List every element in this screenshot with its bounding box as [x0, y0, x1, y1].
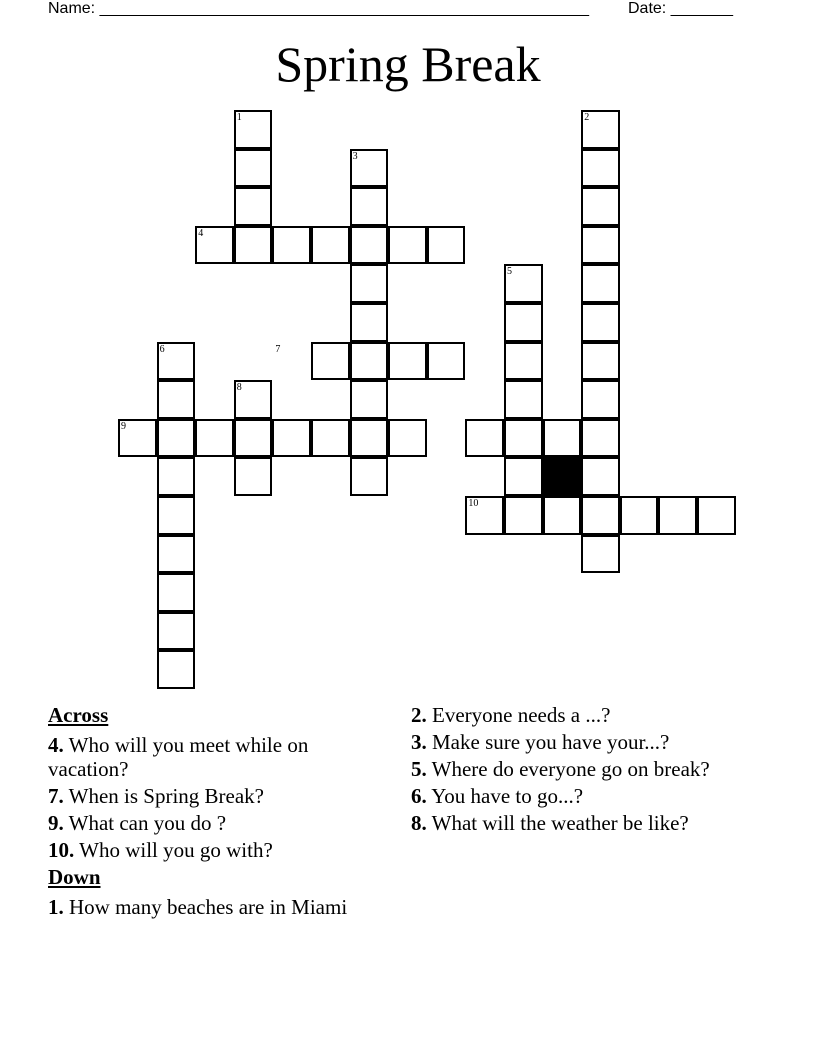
clue-number-label: 9.: [48, 811, 64, 835]
clue-number-label: 2.: [411, 703, 427, 727]
crossword-cell[interactable]: [157, 612, 196, 651]
crossword-cell[interactable]: [195, 419, 234, 458]
clue-text: Make sure you have your...?: [426, 730, 670, 754]
clue-number-4: 4: [198, 227, 204, 239]
crossword-cell[interactable]: [504, 496, 543, 535]
crossword-cell[interactable]: [581, 264, 620, 303]
crossword-cell[interactable]: [272, 226, 311, 265]
crossword-cell[interactable]: [581, 457, 620, 496]
clue-text: Who will you meet while on vacation?: [48, 733, 309, 781]
across-clue-4: [48, 733, 368, 781]
crossword-cell[interactable]: [427, 342, 466, 381]
clue-number-1: 1: [236, 112, 242, 123]
crossword-cell[interactable]: [504, 419, 543, 458]
across-clue-10: [48, 838, 368, 862]
crossword-cell[interactable]: [465, 419, 504, 458]
clue-number-2: 2: [584, 112, 590, 123]
clue-number-label: 8.: [411, 811, 427, 835]
crossword-cell[interactable]: [388, 226, 427, 265]
down-clue-list: [48, 895, 368, 919]
crossword-cell[interactable]: [581, 419, 620, 458]
clue-number-label: 1.: [48, 895, 64, 919]
clue-number-5: 5: [507, 266, 512, 278]
clue-number-8: 8: [236, 382, 242, 394]
crossword-cell[interactable]: [157, 380, 196, 419]
across-clue-list: [48, 733, 368, 862]
crossword-cell[interactable]: [543, 419, 582, 458]
crossword-cell[interactable]: [350, 303, 389, 342]
clue-text: You have to go...?: [426, 784, 584, 808]
crossword-cell[interactable]: [350, 380, 389, 419]
crossword-cell[interactable]: [581, 342, 620, 381]
crossword-cell[interactable]: [504, 457, 543, 496]
down-clue-list-continued: [411, 703, 731, 835]
clue-number-label: 4.: [48, 733, 64, 757]
blocked-cell: [543, 457, 582, 496]
across-clue-7: [48, 784, 368, 808]
crossword-cell[interactable]: [697, 496, 736, 535]
crossword-cell[interactable]: [350, 419, 389, 458]
crossword-cell[interactable]: [350, 226, 389, 265]
crossword-cell[interactable]: [157, 535, 196, 574]
clues-right-column: [411, 703, 731, 838]
crossword-cell[interactable]: [350, 187, 389, 226]
clue-number-6: 6: [159, 343, 165, 355]
down-clue-3: [411, 730, 731, 754]
crossword-cell[interactable]: [620, 496, 659, 535]
crossword-cell[interactable]: [388, 419, 427, 458]
down-heading: Down: [48, 865, 101, 889]
crossword-cell[interactable]: [350, 342, 389, 381]
crossword-cell[interactable]: [311, 342, 350, 381]
crossword-cell[interactable]: [234, 226, 273, 265]
crossword-cell[interactable]: [504, 342, 543, 381]
page-title: Spring Break: [275, 36, 541, 92]
crossword-cell[interactable]: [157, 419, 196, 458]
clue-number-10: 10: [468, 498, 479, 509]
across-clue-9: [48, 811, 368, 835]
crossword-cell[interactable]: [427, 226, 466, 265]
crossword-cell[interactable]: [234, 149, 273, 188]
crossword-cell[interactable]: [581, 187, 620, 226]
crossword-cell[interactable]: [658, 496, 697, 535]
down-clue-6: [411, 784, 731, 808]
clue-number-9: 9: [121, 420, 126, 432]
across-heading: Across: [48, 703, 109, 727]
clue-text: What will the weather be like?: [426, 811, 689, 835]
crossword-cell[interactable]: [157, 496, 196, 535]
clue-number-label: 6.: [411, 784, 427, 808]
date-label: Date:: [628, 0, 667, 17]
crossword-cell[interactable]: [581, 149, 620, 188]
crossword-cell[interactable]: [581, 303, 620, 342]
crossword-cell[interactable]: [581, 496, 620, 535]
down-clue-2: [411, 703, 731, 727]
crossword-cell[interactable]: [311, 226, 350, 265]
crossword-cell[interactable]: [272, 419, 311, 458]
clue-number-7: 7: [275, 343, 281, 355]
crossword-cell[interactable]: [543, 496, 582, 535]
down-clue-5: [411, 757, 731, 781]
crossword-cell[interactable]: [388, 342, 427, 381]
crossword-cell[interactable]: [504, 303, 543, 342]
clue-number-3: 3: [352, 150, 358, 162]
crossword-cell[interactable]: [234, 187, 273, 226]
clues-left-column: [48, 703, 368, 922]
clue-number-label: 3.: [411, 730, 427, 754]
crossword-cell[interactable]: [157, 573, 196, 612]
crossword-cell[interactable]: [157, 650, 196, 689]
clue-text: Where do everyone go on break?: [426, 757, 710, 781]
name-label: Name:: [48, 0, 96, 17]
date-line: _______: [670, 0, 733, 17]
crossword-cell[interactable]: [504, 380, 543, 419]
clue-number-label: 10.: [48, 838, 75, 862]
down-clue-8: [411, 811, 731, 835]
name-line: _______________________________________________________: [99, 0, 589, 17]
crossword-cell[interactable]: [234, 457, 273, 496]
clue-number-label: 7.: [48, 784, 64, 808]
down-clue-1: [48, 895, 368, 919]
clue-text: Everyone needs a ...?: [426, 703, 611, 727]
crossword-cell[interactable]: [234, 419, 273, 458]
crossword-cell[interactable]: [581, 380, 620, 419]
clue-text: What can you do ?: [63, 811, 227, 835]
clue-number-label: 5.: [411, 757, 427, 781]
clue-text: When is Spring Break?: [63, 784, 264, 808]
crossword-cell[interactable]: [581, 535, 620, 574]
crossword-cell[interactable]: [157, 457, 196, 496]
clue-text: Who will you go with?: [74, 838, 273, 862]
clue-text: How many beaches are in Miami: [63, 895, 348, 919]
crossword-cell[interactable]: [350, 264, 389, 303]
crossword-cell[interactable]: [581, 226, 620, 265]
crossword-cell[interactable]: [311, 419, 350, 458]
crossword-cell[interactable]: [350, 457, 389, 496]
